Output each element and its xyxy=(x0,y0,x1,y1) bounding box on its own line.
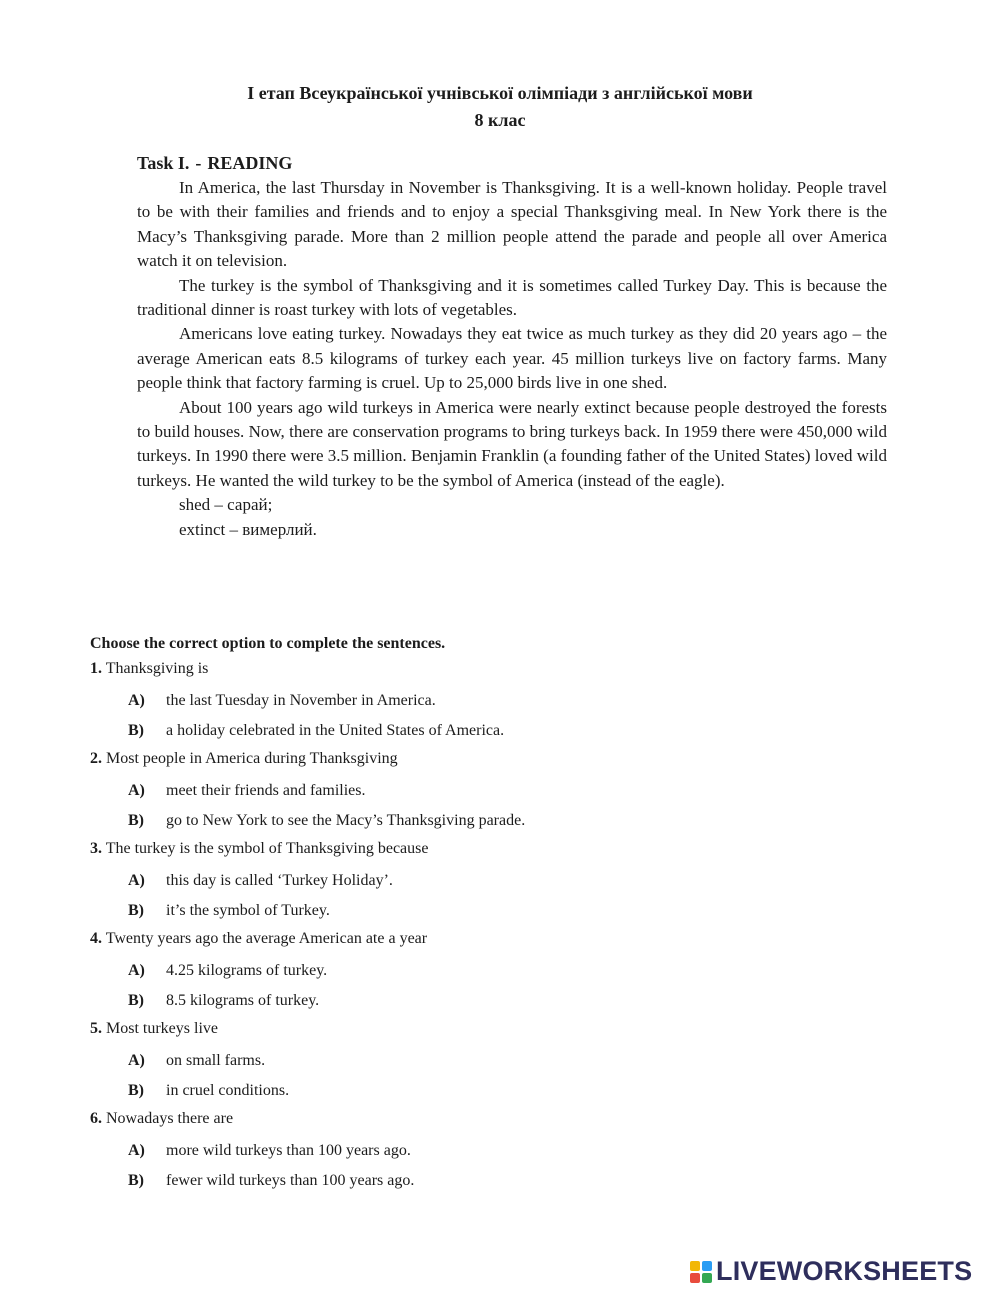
brand-wordmark: LIVEWORKSHEETS xyxy=(716,1256,973,1286)
question-text: Thanksgiving is xyxy=(105,660,209,677)
task-name: READING xyxy=(207,153,293,173)
option-4b[interactable] xyxy=(90,986,910,1016)
question-2 xyxy=(90,746,910,776)
option-letter: A) xyxy=(128,692,145,709)
option-text: a holiday celebrated in the United States of America. xyxy=(166,722,505,739)
task-label: Task I. xyxy=(137,153,190,173)
option-2a[interactable] xyxy=(90,776,910,806)
worksheet-title: І етап Всеукраїнської учнівської олімпіади з англійської мови xyxy=(247,83,753,103)
reading-paragraph: About 100 years ago wild turkeys in America were nearly extinct because people destroyed the forests to build houses. Now, there are conservation programs to bring turkeys back. In 1959 there were 450,000 wild turkeys. In 1990 there were 3.5 million. Benjamin Franklin (a founding father of the United States) loved wild turkeys. He wanted the wild turkey to be the symbol of America (instead of the eagle). xyxy=(137,397,887,490)
task-title xyxy=(137,150,887,176)
option-1b[interactable] xyxy=(90,716,910,746)
glossary-item: shed – сарай; xyxy=(179,495,273,515)
option-2b[interactable] xyxy=(90,806,910,836)
option-text: more wild turkeys than 100 years ago. xyxy=(166,1142,411,1159)
logo-square xyxy=(702,1261,712,1271)
reading-paragraph: The turkey is the symbol of Thanksgiving and it is sometimes called Turkey Day. This is because the traditional dinner is roast turkey with lots of vegetables. xyxy=(137,275,887,320)
option-letter: A) xyxy=(128,782,145,799)
question-number: 6. xyxy=(90,1110,102,1127)
logo-squares-icon xyxy=(690,1261,712,1283)
question-number: 2. xyxy=(90,750,102,767)
option-3b[interactable] xyxy=(90,896,910,926)
option-text: meet their friends and families. xyxy=(166,782,366,799)
logo-square xyxy=(690,1261,700,1271)
option-letter: A) xyxy=(128,1052,145,1069)
option-letter: A) xyxy=(128,1142,145,1159)
reading-paragraph: In America, the last Thursday in November is Thanksgiving. It is a well-known holiday. People travel to be with their families and friends and to enjoy a special Thanksgiving meal. In New York there is the Macy’s Thanksgiving parade. More than 2 million people attend the parade and people all over America watch it on television. xyxy=(137,178,887,271)
option-text: on small farms. xyxy=(166,1052,266,1069)
option-5a[interactable] xyxy=(90,1046,910,1076)
option-3a[interactable] xyxy=(90,866,910,896)
option-letter: B) xyxy=(128,1172,144,1189)
option-text: fewer wild turkeys than 100 years ago. xyxy=(166,1172,415,1189)
question-5 xyxy=(90,1016,910,1046)
task-separator: - xyxy=(195,153,202,173)
question-4 xyxy=(90,926,910,956)
question-number: 4. xyxy=(90,930,102,947)
question-number: 1. xyxy=(90,660,102,677)
question-text: Most people in America during Thanksgiving xyxy=(106,750,398,767)
liveworksheets-logo xyxy=(690,1256,972,1287)
option-letter: B) xyxy=(128,902,144,919)
question-number: 5. xyxy=(90,1020,102,1037)
question-3 xyxy=(90,836,910,866)
question-text: Most turkeys live xyxy=(106,1020,218,1037)
quiz-instruction: Choose the correct option to complete the sentences. xyxy=(90,635,446,652)
option-text: 4.25 kilograms of turkey. xyxy=(166,962,328,979)
logo-square xyxy=(690,1273,700,1283)
reading-paragraph: Americans love eating turkey. Nowadays they eat twice as much turkey as they did 20 years ago – the average American eats 8.5 kilograms of turkey each year. 45 million turkeys live on factory farms. Many people think that factory farming is cruel. Up to 25,000 birds live in one shed. xyxy=(137,324,887,393)
question-6 xyxy=(90,1106,910,1136)
question-text: Twenty years ago the average American ate a year xyxy=(105,930,428,947)
option-text: 8.5 kilograms of turkey. xyxy=(166,992,320,1009)
question-1 xyxy=(90,656,910,686)
option-4a[interactable] xyxy=(90,956,910,986)
question-text: Nowadays there are xyxy=(106,1110,234,1127)
glossary-item: extinct – вимерлий. xyxy=(179,519,317,539)
logo-square xyxy=(702,1273,712,1283)
option-text: it’s the symbol of Turkey. xyxy=(166,902,330,919)
question-text: The turkey is the symbol of Thanksgiving because xyxy=(105,840,429,857)
option-text: in cruel conditions. xyxy=(166,1082,290,1099)
option-letter: A) xyxy=(128,872,145,889)
quiz-section xyxy=(90,632,910,1196)
option-text: this day is called ‘Turkey Holiday’. xyxy=(166,872,393,889)
grade-label: 8 клас xyxy=(474,110,526,130)
option-text: the last Tuesday in November in America. xyxy=(166,692,436,709)
option-5b[interactable] xyxy=(90,1076,910,1106)
option-letter: B) xyxy=(128,992,144,1009)
question-number: 3. xyxy=(90,840,102,857)
option-letter: B) xyxy=(128,812,144,829)
option-1a[interactable] xyxy=(90,686,910,716)
option-letter: B) xyxy=(128,722,144,739)
option-6b[interactable] xyxy=(90,1166,910,1196)
option-letter: A) xyxy=(128,962,145,979)
option-6a[interactable] xyxy=(90,1136,910,1166)
option-text: go to New York to see the Macy’s Thanksgiving parade. xyxy=(166,812,526,829)
option-letter: B) xyxy=(128,1082,144,1099)
reading-section xyxy=(137,150,887,542)
